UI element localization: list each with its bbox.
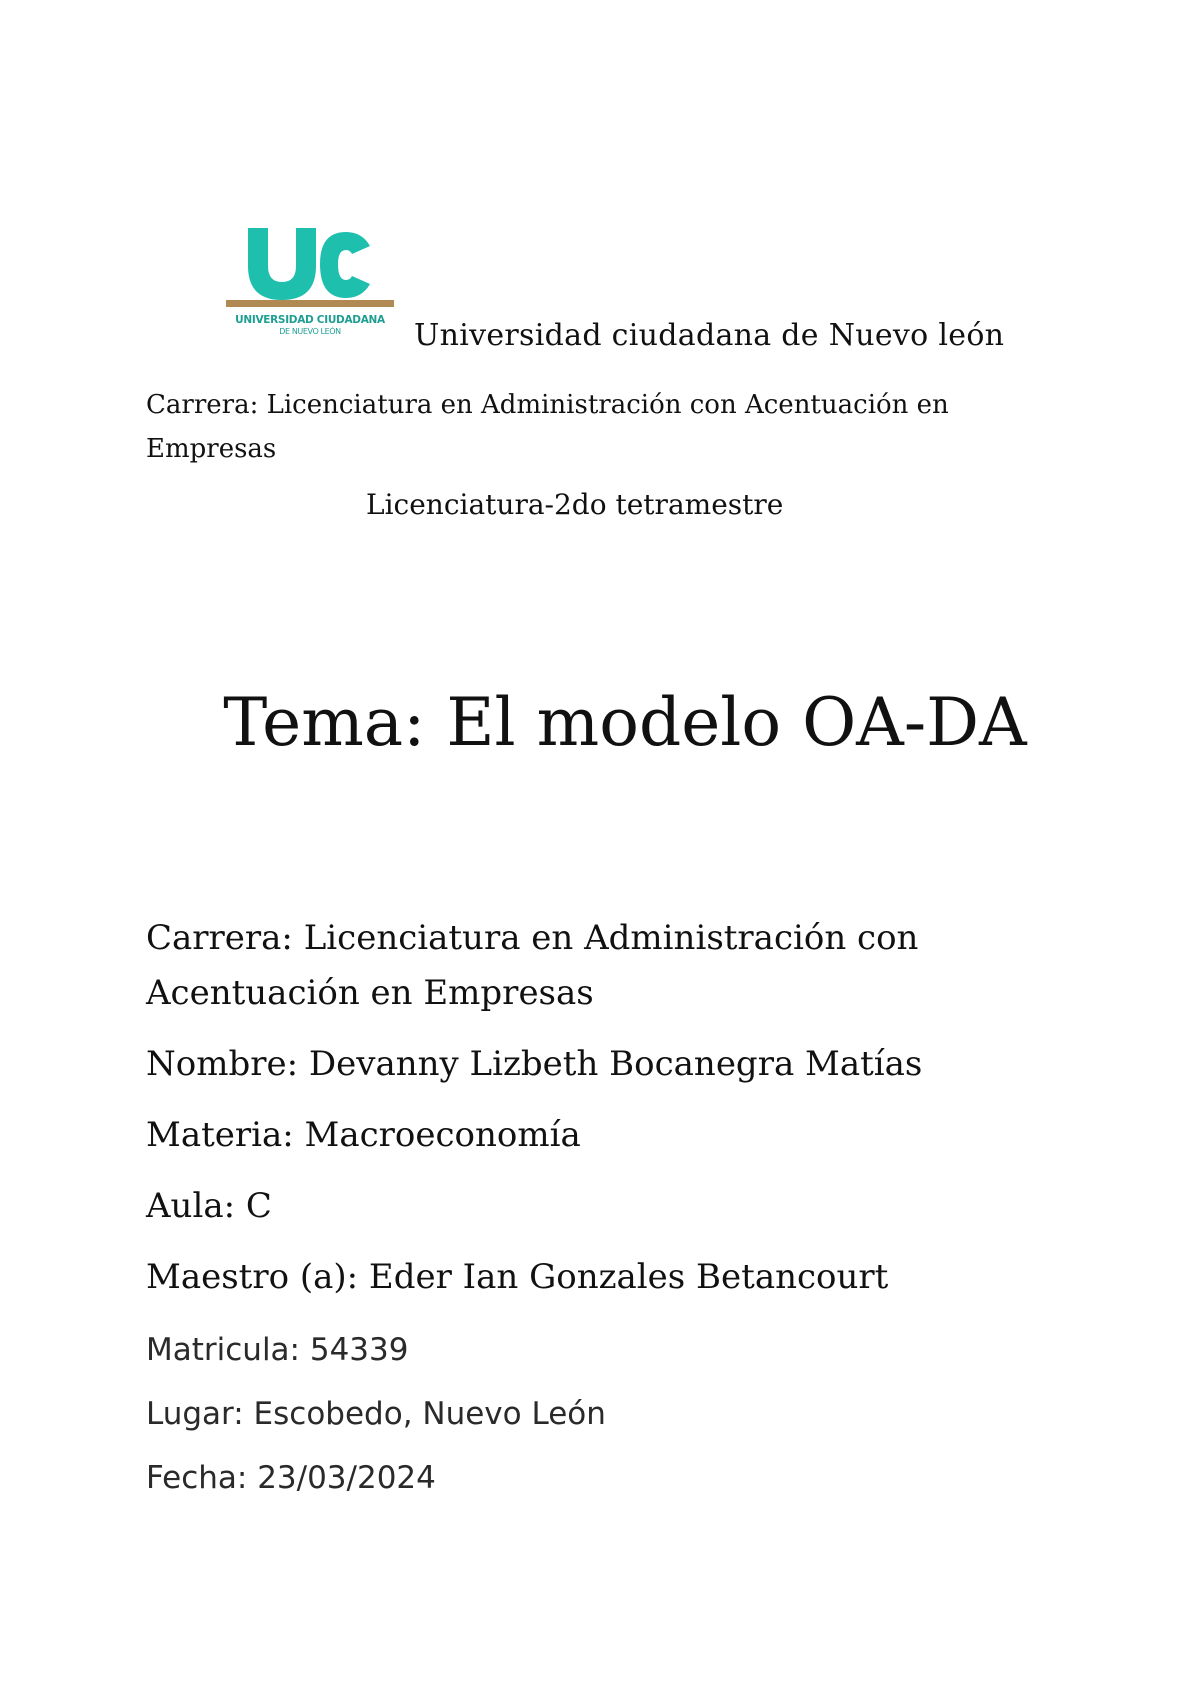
institution-name: Universidad ciudadana de Nuevo león	[414, 318, 1005, 353]
registration-details	[146, 1318, 606, 1510]
detail-student-id: Matricula: 54339	[146, 1332, 409, 1368]
detail-place: Lugar: Escobedo, Nuevo León	[146, 1396, 606, 1432]
logo-name-line1: UNIVERSIDAD CIUDADANA	[235, 314, 385, 326]
detail-subject: Materia: Macroeconomía	[146, 1115, 581, 1155]
uc-monogram	[248, 228, 370, 300]
academic-level: Licenciatura-2do tetramestre	[366, 488, 784, 521]
detail-classroom: Aula: C	[146, 1186, 272, 1226]
detail-name: Nombre: Devanny Lizbeth Bocanegra Matías	[146, 1044, 923, 1084]
detail-teacher: Maestro (a): Eder Ian Gonzales Betancourt	[146, 1257, 889, 1297]
logo-gold-bar	[226, 300, 394, 307]
document-title	[0, 684, 1200, 761]
detail-career: Carrera: Licenciatura en Administración con Acentuación en Empresas	[146, 918, 919, 1013]
document-title-text: Tema: El modelo OA-DA	[223, 684, 1027, 761]
logo-name-line2: DE NUEVO LEÓN	[279, 327, 341, 336]
university-logo	[224, 220, 396, 344]
header-career: Carrera: Licenciatura en Administración con Acentuación en Empresas	[146, 390, 949, 464]
student-details	[146, 911, 1086, 1321]
detail-date: Fecha: 23/03/2024	[146, 1460, 436, 1496]
